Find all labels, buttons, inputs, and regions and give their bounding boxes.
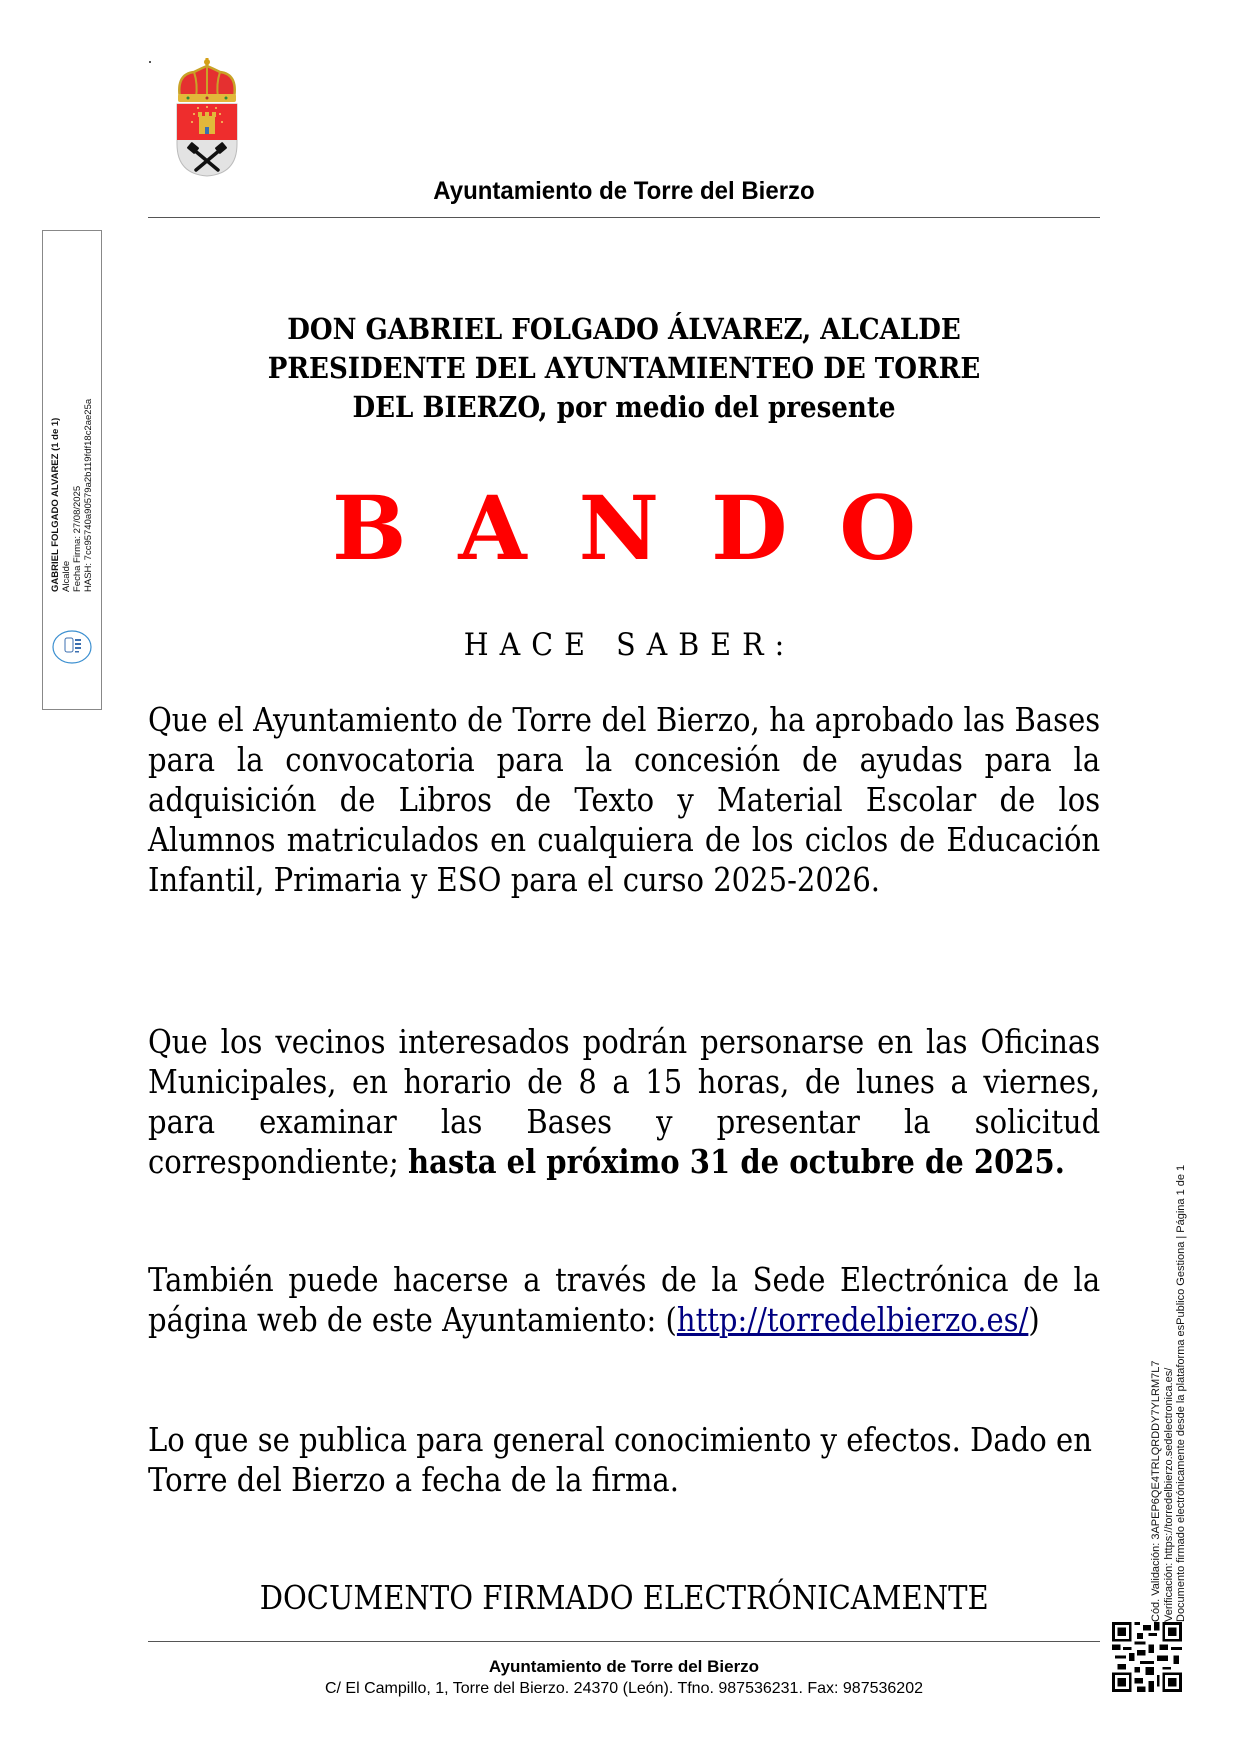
footer-address: C/ El Campillo, 1, Torre del Bierzo. 24370 (León). Tfno. 987536231. Fax: 987536202 [324, 1680, 923, 1697]
heading-line: PRESIDENTE DEL AYUNTAMIENTEO DE TORRE [267, 351, 981, 385]
qr-code-icon [1112, 1622, 1182, 1692]
platform-notice: Documento firmado electrónicamente desde la plataforma esPublico Gestiona | Página 1 de 1 [1175, 1164, 1187, 1622]
signature-hash: HASH: 7cc95740a90579a2b119fdf18c2ae25a [83, 398, 94, 592]
paragraph-publication: Lo que se publica para general conocimiento y efectos. Dado en Torre del Bierzo a fecha de la firma. [148, 1420, 1092, 1499]
electronic-signature-notice [148, 1578, 1100, 1618]
paragraph-electronic-office [148, 1260, 1100, 1340]
hace-saber-subtitle: HACE SABER: [463, 627, 796, 663]
proclamation-heading [196, 310, 1053, 427]
electronic-office-text: También puede hacerse a través de la Sede Electrónica de la página web de este Ayuntamiento: ( [148, 1260, 1101, 1339]
deadline-text: hasta el próximo 31 de octubre de 2025. [408, 1142, 1065, 1181]
footer-org-name: Ayuntamiento de Torre del Bierzo [488, 1657, 760, 1676]
verification-info [1150, 1082, 1188, 1622]
heading-line: DON GABRIEL FOLGADO ÁLVAREZ, ALCALDE [287, 312, 961, 346]
signature-details [50, 362, 94, 592]
signature-date: Fecha Firma: 27/08/2025 [72, 485, 83, 592]
signer-role: Alcalde [61, 560, 72, 592]
bando-title: BANDO [331, 476, 969, 580]
header-divider [148, 217, 1100, 218]
paragraph-office-hours [148, 1022, 1100, 1182]
office-hours-text: Que los vecinos interesados podrán personarse en las Oficinas Municipales, en horario de 8 a 15 horas, de lunes a viernes, para examinar las Bases y presentar la solicitud correspondiente; [148, 1022, 1101, 1181]
verification-url: Verificación: https://torredelbierzo.sedelectronica.es/ [1162, 1367, 1175, 1622]
signed-text: DOCUMENTO FIRMADO ELECTRÓNICAMENTE [259, 1578, 989, 1617]
heading-line: DEL BIERZO, por medio del presente [352, 390, 896, 424]
paragraph-approval: Que el Ayuntamiento de Torre del Bierzo, ha aprobado las Bases para la convocatoria para la concesión de ayudas para la adquisición de Libros de Texto y Material Escolar de los Alumnos matriculados en cualquiera de los ciclos de Educación Infantil, Primaria y ESO para el curso 2025-2026. [148, 700, 1101, 899]
closing-paren: ) [1028, 1300, 1040, 1339]
footer-divider [148, 1641, 1100, 1642]
validation-code: Cód. Validación: 3APEP6QE4TRLQRDDY7YLRM7L7 [1150, 1360, 1162, 1622]
signer-name: GABRIEL FOLGADO ALVAREZ (1 de 1) [50, 417, 61, 592]
scan-dot [149, 61, 151, 63]
header-title: Ayuntamiento de Torre del Bierzo [433, 177, 815, 205]
official-seal-icon [51, 626, 93, 668]
coat-of-arms-icon [174, 56, 240, 178]
website-link[interactable]: http://torredelbierzo.es/ [676, 1300, 1029, 1339]
